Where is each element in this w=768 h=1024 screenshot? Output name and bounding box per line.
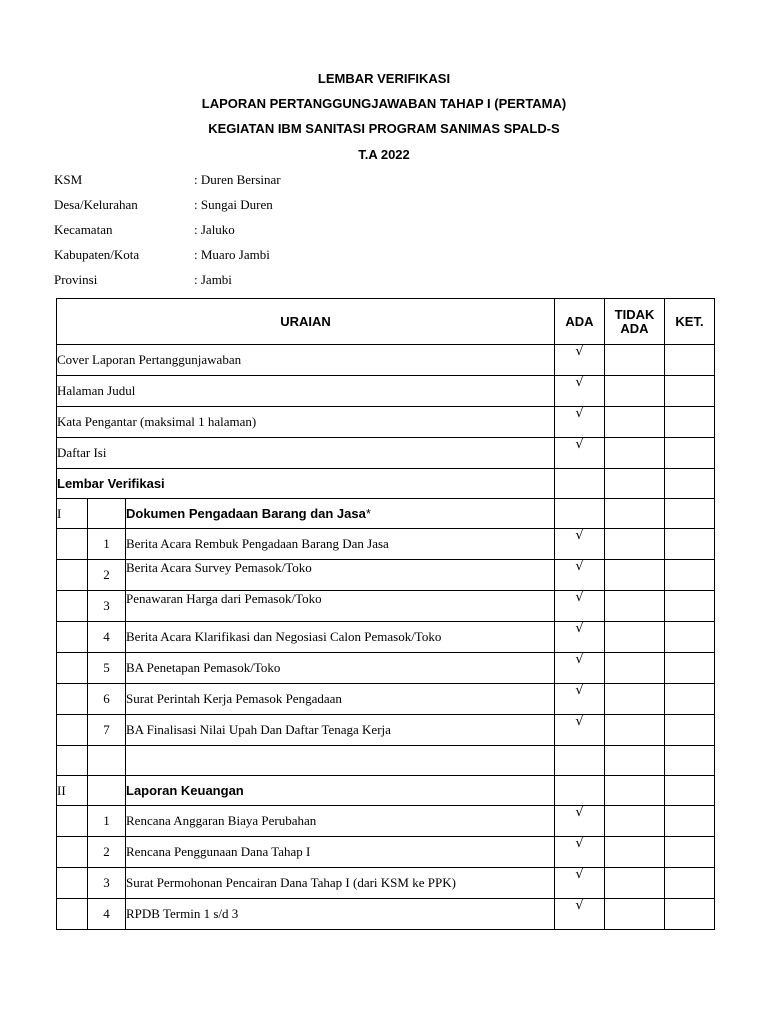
item-text: BA Penetapan Pemasok/Toko bbox=[126, 653, 555, 684]
info-value: : Muaro Jambi bbox=[194, 247, 270, 262]
ada-check: √ bbox=[555, 560, 605, 591]
item-number: 1 bbox=[88, 529, 126, 560]
table-row bbox=[57, 868, 715, 899]
row-text: Kata Pengantar (maksimal 1 halaman) bbox=[57, 407, 555, 438]
empty-cell bbox=[57, 715, 88, 746]
header-ada: ADA bbox=[555, 299, 605, 345]
item-text: Penawaran Harga dari Pemasok/Toko bbox=[126, 591, 555, 622]
ket-cell bbox=[665, 376, 715, 407]
header-tidak-ada-line1: TIDAK bbox=[614, 306, 655, 322]
table-row bbox=[57, 376, 715, 407]
ket-cell bbox=[665, 653, 715, 684]
tidak-ada-cell bbox=[605, 529, 665, 560]
item-text: Rencana Anggaran Biaya Perubahan bbox=[126, 806, 555, 837]
empty-cell bbox=[57, 684, 88, 715]
empty-cell bbox=[57, 622, 88, 653]
table-row bbox=[57, 438, 715, 469]
table-row bbox=[57, 407, 715, 438]
empty-cell bbox=[57, 653, 88, 684]
info-value: : Jaluko bbox=[194, 222, 235, 237]
empty-cell bbox=[88, 746, 126, 776]
fiscal-year: T.A 2022 bbox=[358, 147, 410, 162]
empty-cell bbox=[665, 746, 715, 776]
ket-cell bbox=[665, 776, 715, 806]
tidak-ada-cell bbox=[605, 560, 665, 591]
ada-check: √ bbox=[555, 376, 605, 407]
table-header-row bbox=[57, 299, 715, 345]
ket-cell bbox=[665, 684, 715, 715]
tidak-ada-cell bbox=[605, 715, 665, 746]
item-number: 7 bbox=[88, 715, 126, 746]
verification-table bbox=[56, 298, 715, 930]
section-number: I bbox=[57, 499, 88, 529]
ket-cell bbox=[665, 499, 715, 529]
empty-cell bbox=[57, 746, 88, 776]
tidak-ada-cell bbox=[605, 407, 665, 438]
ket-cell bbox=[665, 469, 715, 499]
tidak-ada-cell bbox=[605, 806, 665, 837]
empty-cell bbox=[57, 560, 88, 591]
ket-cell bbox=[665, 899, 715, 930]
tidak-ada-cell bbox=[605, 376, 665, 407]
item-text: Surat Perintah Kerja Pemasok Pengadaan bbox=[126, 684, 555, 715]
ket-cell bbox=[665, 345, 715, 376]
empty-cell bbox=[57, 806, 88, 837]
tidak-ada-cell bbox=[605, 837, 665, 868]
empty-cell bbox=[57, 868, 88, 899]
table-row bbox=[57, 591, 715, 622]
info-label: Kabupaten/Kota bbox=[54, 247, 140, 262]
ket-cell bbox=[665, 837, 715, 868]
ket-cell bbox=[665, 438, 715, 469]
table-row-lembar-verifikasi bbox=[57, 469, 715, 499]
section-title: Laporan Keuangan bbox=[126, 776, 555, 806]
info-label: Kecamatan bbox=[54, 222, 113, 237]
row-text: Halaman Judul bbox=[57, 376, 555, 407]
header-ket: KET. bbox=[665, 299, 715, 345]
section-row-ii bbox=[57, 776, 715, 806]
ket-cell bbox=[665, 715, 715, 746]
tidak-ada-cell bbox=[605, 622, 665, 653]
empty-cell bbox=[555, 746, 605, 776]
activity-title: KEGIATAN IBM SANITASI PROGRAM SANIMAS SPALD-S bbox=[208, 121, 560, 136]
table-row bbox=[57, 715, 715, 746]
info-value: : Jambi bbox=[194, 272, 232, 287]
item-number: 4 bbox=[88, 622, 126, 653]
table-row bbox=[57, 529, 715, 560]
table-row bbox=[57, 653, 715, 684]
section-title-text: Dokumen Pengadaan Barang dan Jasa bbox=[126, 506, 366, 521]
table-row bbox=[57, 806, 715, 837]
info-label: KSM bbox=[54, 172, 83, 187]
ada-check: √ bbox=[555, 622, 605, 653]
ket-cell bbox=[665, 529, 715, 560]
tidak-ada-cell bbox=[605, 899, 665, 930]
ada-check: √ bbox=[555, 684, 605, 715]
empty-cell bbox=[126, 746, 555, 776]
item-text: Rencana Penggunaan Dana Tahap I bbox=[126, 837, 555, 868]
tidak-ada-cell bbox=[605, 591, 665, 622]
empty-cell bbox=[57, 529, 88, 560]
item-number: 4 bbox=[88, 899, 126, 930]
item-text: Berita Acara Rembuk Pengadaan Barang Dan Jasa bbox=[126, 529, 555, 560]
document-subtitle: LAPORAN PERTANGGUNGJAWABAN TAHAP I (PERTAMA) bbox=[201, 96, 567, 111]
item-text: Surat Permohonan Pencairan Dana Tahap I (dari KSM ke PPK) bbox=[126, 868, 555, 899]
table-row bbox=[57, 622, 715, 653]
row-text: Cover Laporan Pertanggunjawaban bbox=[57, 345, 555, 376]
item-number: 1 bbox=[88, 806, 126, 837]
header-tidak-ada bbox=[605, 299, 665, 345]
ada-cell bbox=[555, 469, 605, 499]
ket-cell bbox=[665, 868, 715, 899]
tidak-ada-cell bbox=[605, 776, 665, 806]
item-number: 3 bbox=[88, 868, 126, 899]
tidak-ada-cell bbox=[605, 345, 665, 376]
table-row bbox=[57, 345, 715, 376]
tidak-ada-cell bbox=[605, 499, 665, 529]
item-text: Berita Acara Klarifikasi dan Negosiasi Calon Pemasok/Toko bbox=[126, 622, 555, 653]
info-value: : Sungai Duren bbox=[194, 197, 273, 212]
empty-cell bbox=[57, 899, 88, 930]
empty-cell bbox=[605, 746, 665, 776]
item-number: 3 bbox=[88, 591, 126, 622]
ada-check: √ bbox=[555, 529, 605, 560]
ada-check: √ bbox=[555, 868, 605, 899]
tidak-ada-cell bbox=[605, 868, 665, 899]
ket-cell bbox=[665, 407, 715, 438]
header-tidak-ada-line2: ADA bbox=[620, 320, 649, 336]
row-text: Daftar Isi bbox=[57, 438, 555, 469]
empty-cell bbox=[88, 776, 126, 806]
ada-check: √ bbox=[555, 899, 605, 930]
ada-check: √ bbox=[555, 438, 605, 469]
tidak-ada-cell bbox=[605, 684, 665, 715]
section-title-asterisk: * bbox=[365, 506, 371, 521]
section-title bbox=[126, 499, 555, 529]
ada-cell bbox=[555, 776, 605, 806]
item-number: 6 bbox=[88, 684, 126, 715]
info-label: Provinsi bbox=[54, 272, 98, 287]
ada-cell bbox=[555, 499, 605, 529]
section-row-i bbox=[57, 499, 715, 529]
table-row bbox=[57, 560, 715, 591]
table-row bbox=[57, 684, 715, 715]
ada-check: √ bbox=[555, 345, 605, 376]
info-label: Desa/Kelurahan bbox=[54, 197, 138, 212]
item-text: BA Finalisasi Nilai Upah Dan Daftar Tenaga Kerja bbox=[126, 715, 555, 746]
empty-row bbox=[57, 746, 715, 776]
item-text: Berita Acara Survey Pemasok/Toko bbox=[126, 560, 555, 591]
tidak-ada-cell bbox=[605, 438, 665, 469]
ket-cell bbox=[665, 806, 715, 837]
empty-cell bbox=[88, 499, 126, 529]
document-title: LEMBAR VERIFIKASI bbox=[317, 71, 451, 86]
empty-cell bbox=[57, 837, 88, 868]
table-row bbox=[57, 837, 715, 868]
ket-cell bbox=[665, 560, 715, 591]
item-number: 2 bbox=[88, 560, 126, 591]
lembar-verifikasi-label: Lembar Verifikasi bbox=[57, 469, 555, 499]
tidak-ada-cell bbox=[605, 469, 665, 499]
tidak-ada-cell bbox=[605, 653, 665, 684]
table-row bbox=[57, 899, 715, 930]
ket-cell bbox=[665, 591, 715, 622]
item-number: 2 bbox=[88, 837, 126, 868]
item-text: RPDB Termin 1 s/d 3 bbox=[126, 899, 555, 930]
ket-cell bbox=[665, 622, 715, 653]
section-number: II bbox=[57, 776, 88, 806]
ada-check: √ bbox=[555, 591, 605, 622]
header-uraian: URAIAN bbox=[57, 299, 555, 345]
ada-check: √ bbox=[555, 806, 605, 837]
ada-check: √ bbox=[555, 837, 605, 868]
ada-check: √ bbox=[555, 715, 605, 746]
ada-check: √ bbox=[555, 407, 605, 438]
ada-check: √ bbox=[555, 653, 605, 684]
info-value: : Duren Bersinar bbox=[194, 172, 281, 187]
empty-cell bbox=[57, 591, 88, 622]
item-number: 5 bbox=[88, 653, 126, 684]
